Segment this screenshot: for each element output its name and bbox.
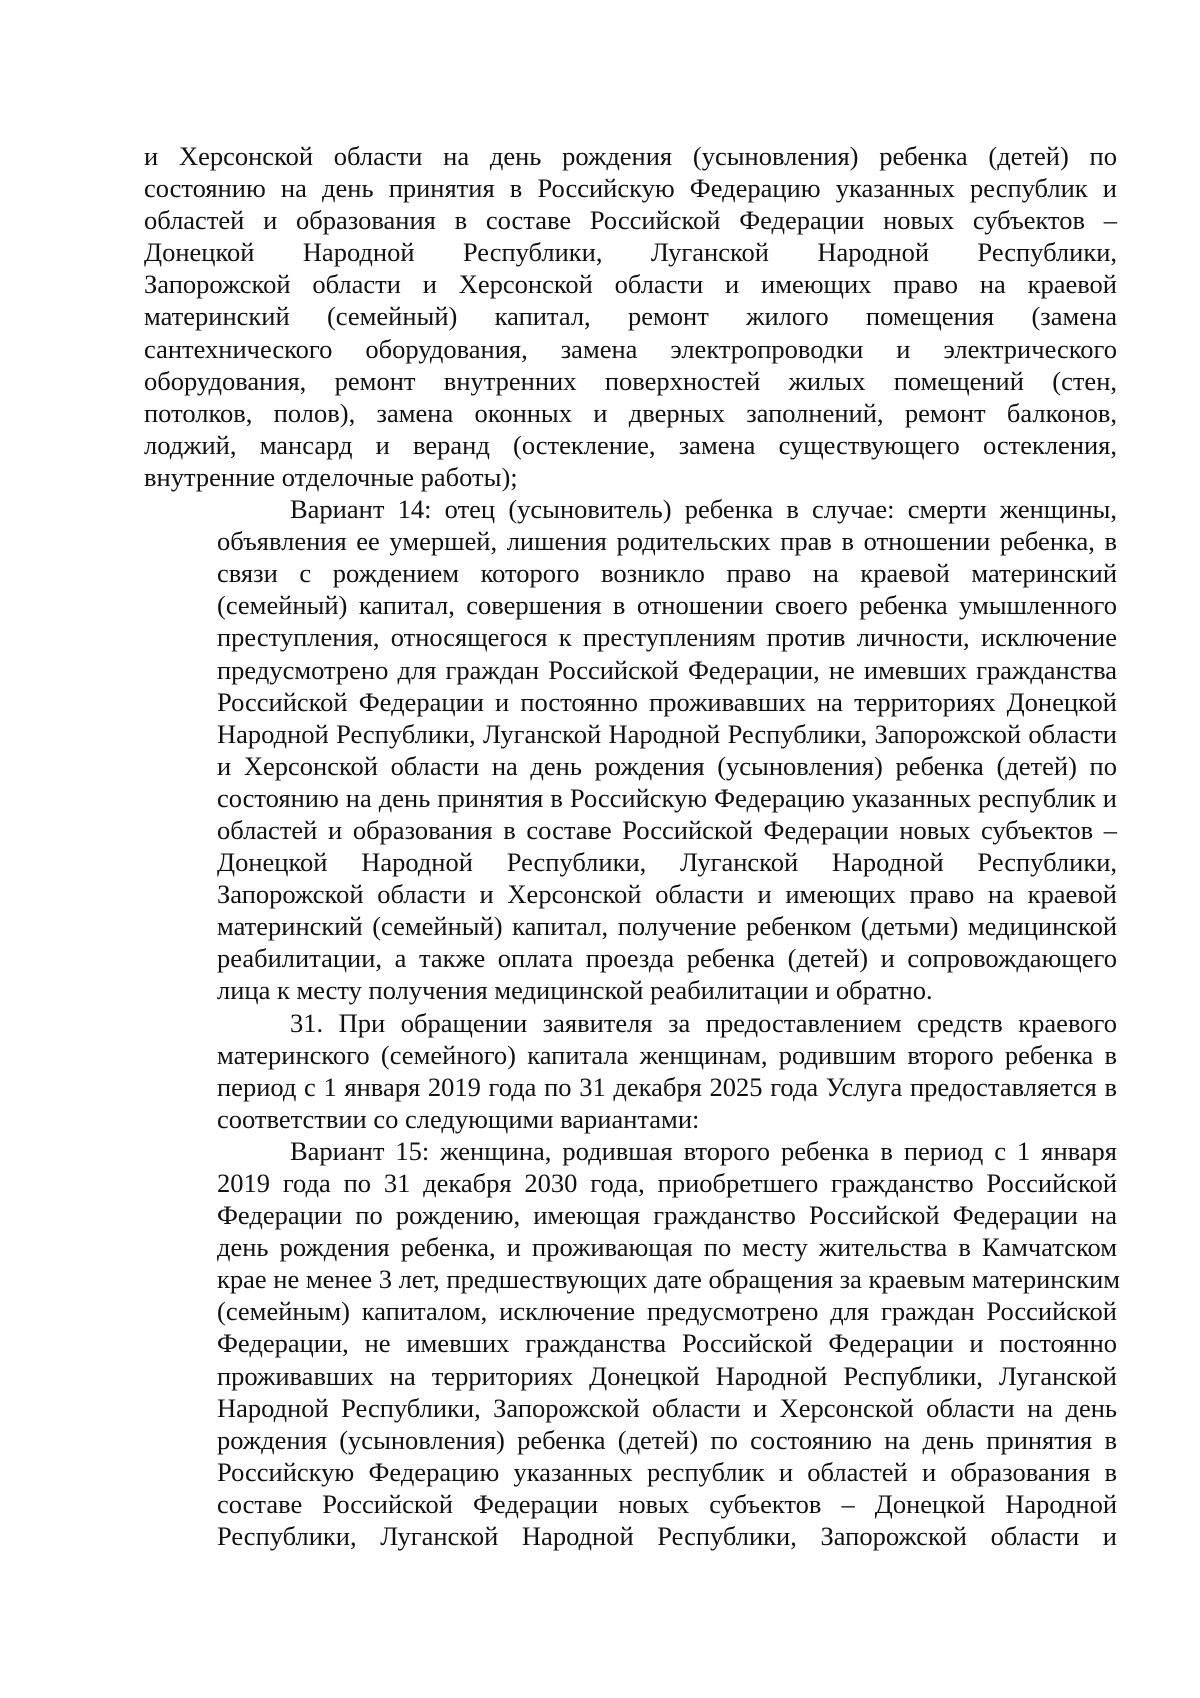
text-line: материнский (семейный) капитал, ремонт жилого помещения (замена — [144, 301, 1117, 332]
paragraph-31 — [144, 1007, 1117, 1135]
text-line: потолков, полов), замена оконных и дверных заполнений, ремонт балконов, — [144, 397, 1117, 428]
text-line: крае не менее 3 лет, предшествующих дате обращения за краевым материнским — [217, 1264, 1121, 1295]
text-line: Народной Республики, Запорожской области и Херсонской области на день — [217, 1392, 1117, 1423]
text-line: реабилитации, а также оплата проезда ребенка (детей) и сопровождающего — [217, 943, 1117, 974]
text-line: период с 1 января 2019 года по 31 декабря 2025 года Услуга предоставляется в — [217, 1071, 1117, 1102]
text-line: Российскую Федерацию указанных республик и областей и образования в — [217, 1456, 1117, 1487]
text-line: оборудования, ремонт внутренних поверхностей жилых помещений (стен, — [144, 365, 1117, 396]
text-line: рождения (усыновления) ребенка (детей) по состоянию на день принятия в — [217, 1424, 1117, 1455]
text-line: Республики, Луганской Народной Республики, Запорожской области и — [217, 1521, 1117, 1552]
text-line: соответствии со следующими вариантами: — [217, 1103, 700, 1134]
text-line: 2019 года по 31 декабря 2030 года, приобретшего гражданство Российской — [217, 1168, 1117, 1198]
text-line: и Херсонской области на день рождения (усыновления) ребенка (детей) по — [144, 141, 1117, 171]
text-line: 31. При обращении заявителя за предоставлением средств краевого — [290, 1007, 1117, 1038]
text-line: состоянию на день принятия в Российскую Федерацию указанных республик и — [217, 782, 1117, 813]
text-line: материнского (семейного) капитала женщинам, родившим второго ребенка в — [217, 1039, 1117, 1070]
text-line: связи с рождением которого возникло право на краевой материнский — [217, 558, 1117, 589]
text-line: Вариант 14: отец (усыновитель) ребенка в случае: смерти женщины, — [290, 494, 1117, 525]
text-line: Федерации, не имевших гражданства Российской Федерации и постоянно — [217, 1328, 1117, 1359]
paragraph-cont — [144, 140, 1117, 493]
text-line: внутренние отделочные работы); — [144, 461, 518, 492]
text-line: Донецкой Народной Республики, Луганской Народной Республики, — [217, 847, 1117, 878]
text-line: проживавших на территориях Донецкой Народной Республики, Луганской — [217, 1360, 1117, 1391]
text-line: Запорожской области и Херсонской области и имеющих право на краевой — [144, 269, 1117, 300]
text-line: Народной Республики, Луганской Народной Республики, Запорожской области — [217, 718, 1117, 749]
text-line: лоджий, мансард и веранд (остекление, замена существующего остекления, — [144, 429, 1117, 460]
document-body — [144, 140, 1121, 1552]
text-line: сантехнического оборудования, замена электропроводки и электрического — [144, 333, 1117, 364]
text-line: Федерации по рождению, имеющая гражданство Российской Федерации на — [217, 1200, 1117, 1231]
text-line: объявления ее умершей, лишения родительских прав в отношении ребенка, в — [217, 526, 1117, 557]
text-line: и Херсонской области на день рождения (усыновления) ребенка (детей) по — [217, 750, 1117, 781]
text-line: состоянию на день принятия в Российскую Федерацию указанных республик и — [144, 173, 1117, 204]
text-line: преступления, относящегося к преступлениям против личности, исключение — [217, 622, 1117, 653]
text-line: Вариант 15: женщина, родившая второго ребенка в период с 1 января — [290, 1135, 1117, 1166]
text-line: лица к месту получения медицинской реабилитации и обратно. — [217, 975, 933, 1006]
text-line: Российской Федерации и постоянно проживавших на территориях Донецкой — [217, 686, 1117, 717]
text-line: день рождения ребенка, и проживающая по месту жительства в Камчатском — [217, 1232, 1117, 1263]
paragraph-variant14 — [144, 493, 1117, 1007]
text-line: областей и образования в составе Российской Федерации новых субъектов – — [144, 205, 1117, 236]
paragraph-variant15 — [144, 1135, 1121, 1552]
text-line: Запорожской области и Херсонской области и имеющих право на краевой — [217, 879, 1117, 910]
text-line: предусмотрено для граждан Российской Федерации, не имевших гражданства — [217, 654, 1117, 685]
text-line: Донецкой Народной Республики, Луганской Народной Республики, — [144, 237, 1117, 268]
text-line: (семейный) капитал, совершения в отношении своего ребенка умышленного — [217, 590, 1117, 621]
text-line: областей и образования в составе Российской Федерации новых субъектов – — [217, 814, 1117, 845]
text-line: материнский (семейный) капитал, получение ребенком (детьми) медицинской — [217, 911, 1117, 942]
text-line: (семейным) капиталом, исключение предусмотрено для граждан Российской — [217, 1296, 1117, 1327]
text-line: составе Российской Федерации новых субъектов – Донецкой Народной — [217, 1488, 1117, 1519]
